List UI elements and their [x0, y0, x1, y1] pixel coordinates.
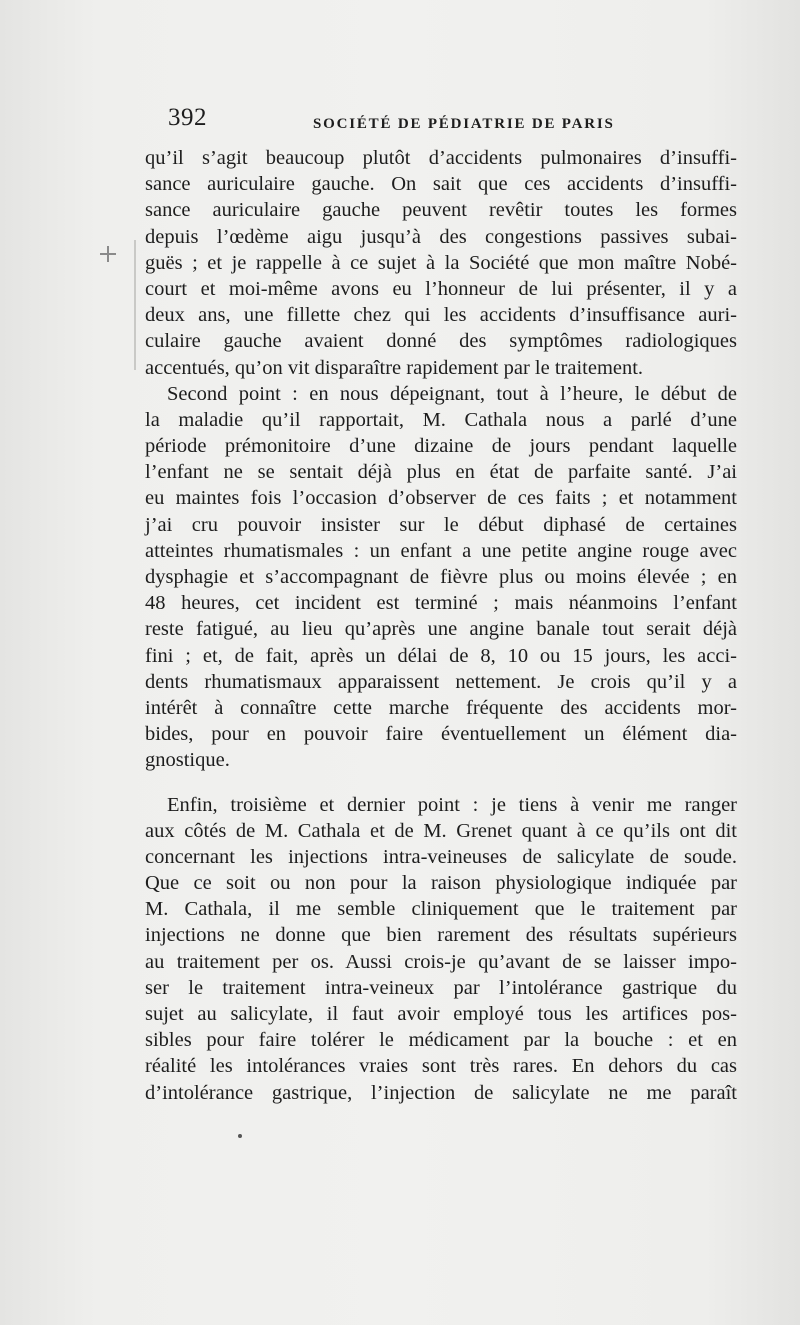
margin-pencil-line [134, 240, 136, 370]
paragraph-gap [145, 774, 737, 792]
text-line: gnostique. [145, 749, 230, 772]
text-line: injections ne donne que bien rarement des résultats supérieurs [145, 924, 737, 947]
text-line: reste fatigué, au lieu qu’après une angine banale tout serait déjà [145, 618, 737, 641]
text-line: d’intolérance gastrique, l’injection de salicylate ne me paraît [145, 1081, 737, 1104]
text-line: bides, pour en pouvoir faire éventuellement un élément dia- [145, 723, 737, 746]
text-line: Que ce soit ou non pour la raison physiologique indiquée par [145, 872, 737, 895]
ink-speck [238, 1134, 242, 1138]
text-line: M. Cathala, il me semble cliniquement que le traitement par [145, 898, 737, 921]
text-line: sibles pour faire tolérer le médicament par la bouche : et en [145, 1029, 737, 1052]
page-number: 392 [168, 104, 207, 131]
text-line: réalité les intolérances vraies sont très rares. En dehors du cas [145, 1055, 737, 1078]
text-line: sujet au salicylate, il faut avoir employé tous les artifices pos- [145, 1003, 737, 1025]
text-line: deux ans, une fillette chez qui les accidents d’insuffisance auri- [145, 304, 737, 327]
text-line: guës ; et je rappelle à ce sujet à la Société que mon maître Nobé- [145, 251, 737, 274]
text-line: concernant les injections intra-veineuses de salicylate de soude. [145, 845, 737, 868]
text-line: 48 heures, cet incident est terminé ; mais néanmoins l’enfant [145, 592, 737, 615]
text-line: depuis l’œdème aigu jusqu’à des congestions passives subai- [145, 225, 737, 248]
text-line: court et moi-même avons eu l’honneur de lui présenter, il y a [145, 277, 737, 300]
text-line: au traitement per os. Aussi crois-je qu’avant de se laisser impo- [145, 950, 737, 973]
body-text [145, 145, 737, 1106]
text-line: Second point : en nous dépeignant, tout à l’heure, le début de [167, 382, 737, 405]
text-line: période prémonitoire d’une dizaine de jours pendant laquelle [145, 435, 737, 458]
text-line: atteintes rhumatismales : un enfant a une petite angine rouge avec [145, 539, 737, 562]
text-line: Enfin, troisième et dernier point : je tiens à venir me ranger [167, 793, 737, 816]
text-line: sance auriculaire gauche. On sait que ces accidents d’insuffi- [145, 173, 737, 196]
paragraph-2 [145, 381, 737, 774]
text-line: fini ; et, de fait, après un délai de 8, 10 ou 15 jours, les acci- [145, 644, 737, 667]
text-line: sance auriculaire gauche peuvent revêtir toutes les formes [145, 199, 737, 222]
text-line: aux côtés de M. Cathala et de M. Grenet quant à ce qu’ils ont dit [145, 819, 737, 842]
paragraph-1 [145, 145, 737, 381]
text-line: l’enfant ne se sentait déjà plus en état de parfaite santé. J’ai [145, 461, 737, 484]
margin-cross-mark [100, 246, 116, 262]
text-line: eu maintes fois l’occasion d’observer de ces faits ; et notamment [145, 487, 737, 510]
text-line: accentués, qu’on vit disparaître rapidement par le traitement. [145, 356, 644, 379]
text-line: dysphagie et s’accompagnant de fièvre plus ou moins élevée ; en [145, 566, 737, 588]
text-line: intérêt à connaître cette marche fréquente des accidents mor- [145, 696, 737, 719]
text-line: dents rhumatismaux apparaissent nettement. Je crois qu’il y a [145, 670, 737, 693]
text-line: la maladie qu’il rapportait, M. Cathala nous a parlé d’une [145, 408, 737, 431]
text-line: qu’il s’agit beaucoup plutôt d’accidents pulmonaires d’insuffi- [145, 147, 737, 169]
running-title: SOCIÉTÉ DE PÉDIATRIE DE PARIS [313, 116, 615, 132]
paragraph-3 [145, 792, 737, 1106]
page-header [168, 104, 740, 144]
text-line: j’ai cru pouvoir insister sur le début diphasé de certaines [145, 513, 737, 536]
text-line: culaire gauche avaient donné des symptômes radiologiques [145, 330, 737, 353]
text-line: ser le traitement intra-veineux par l’intolérance gastrique du [145, 976, 737, 999]
